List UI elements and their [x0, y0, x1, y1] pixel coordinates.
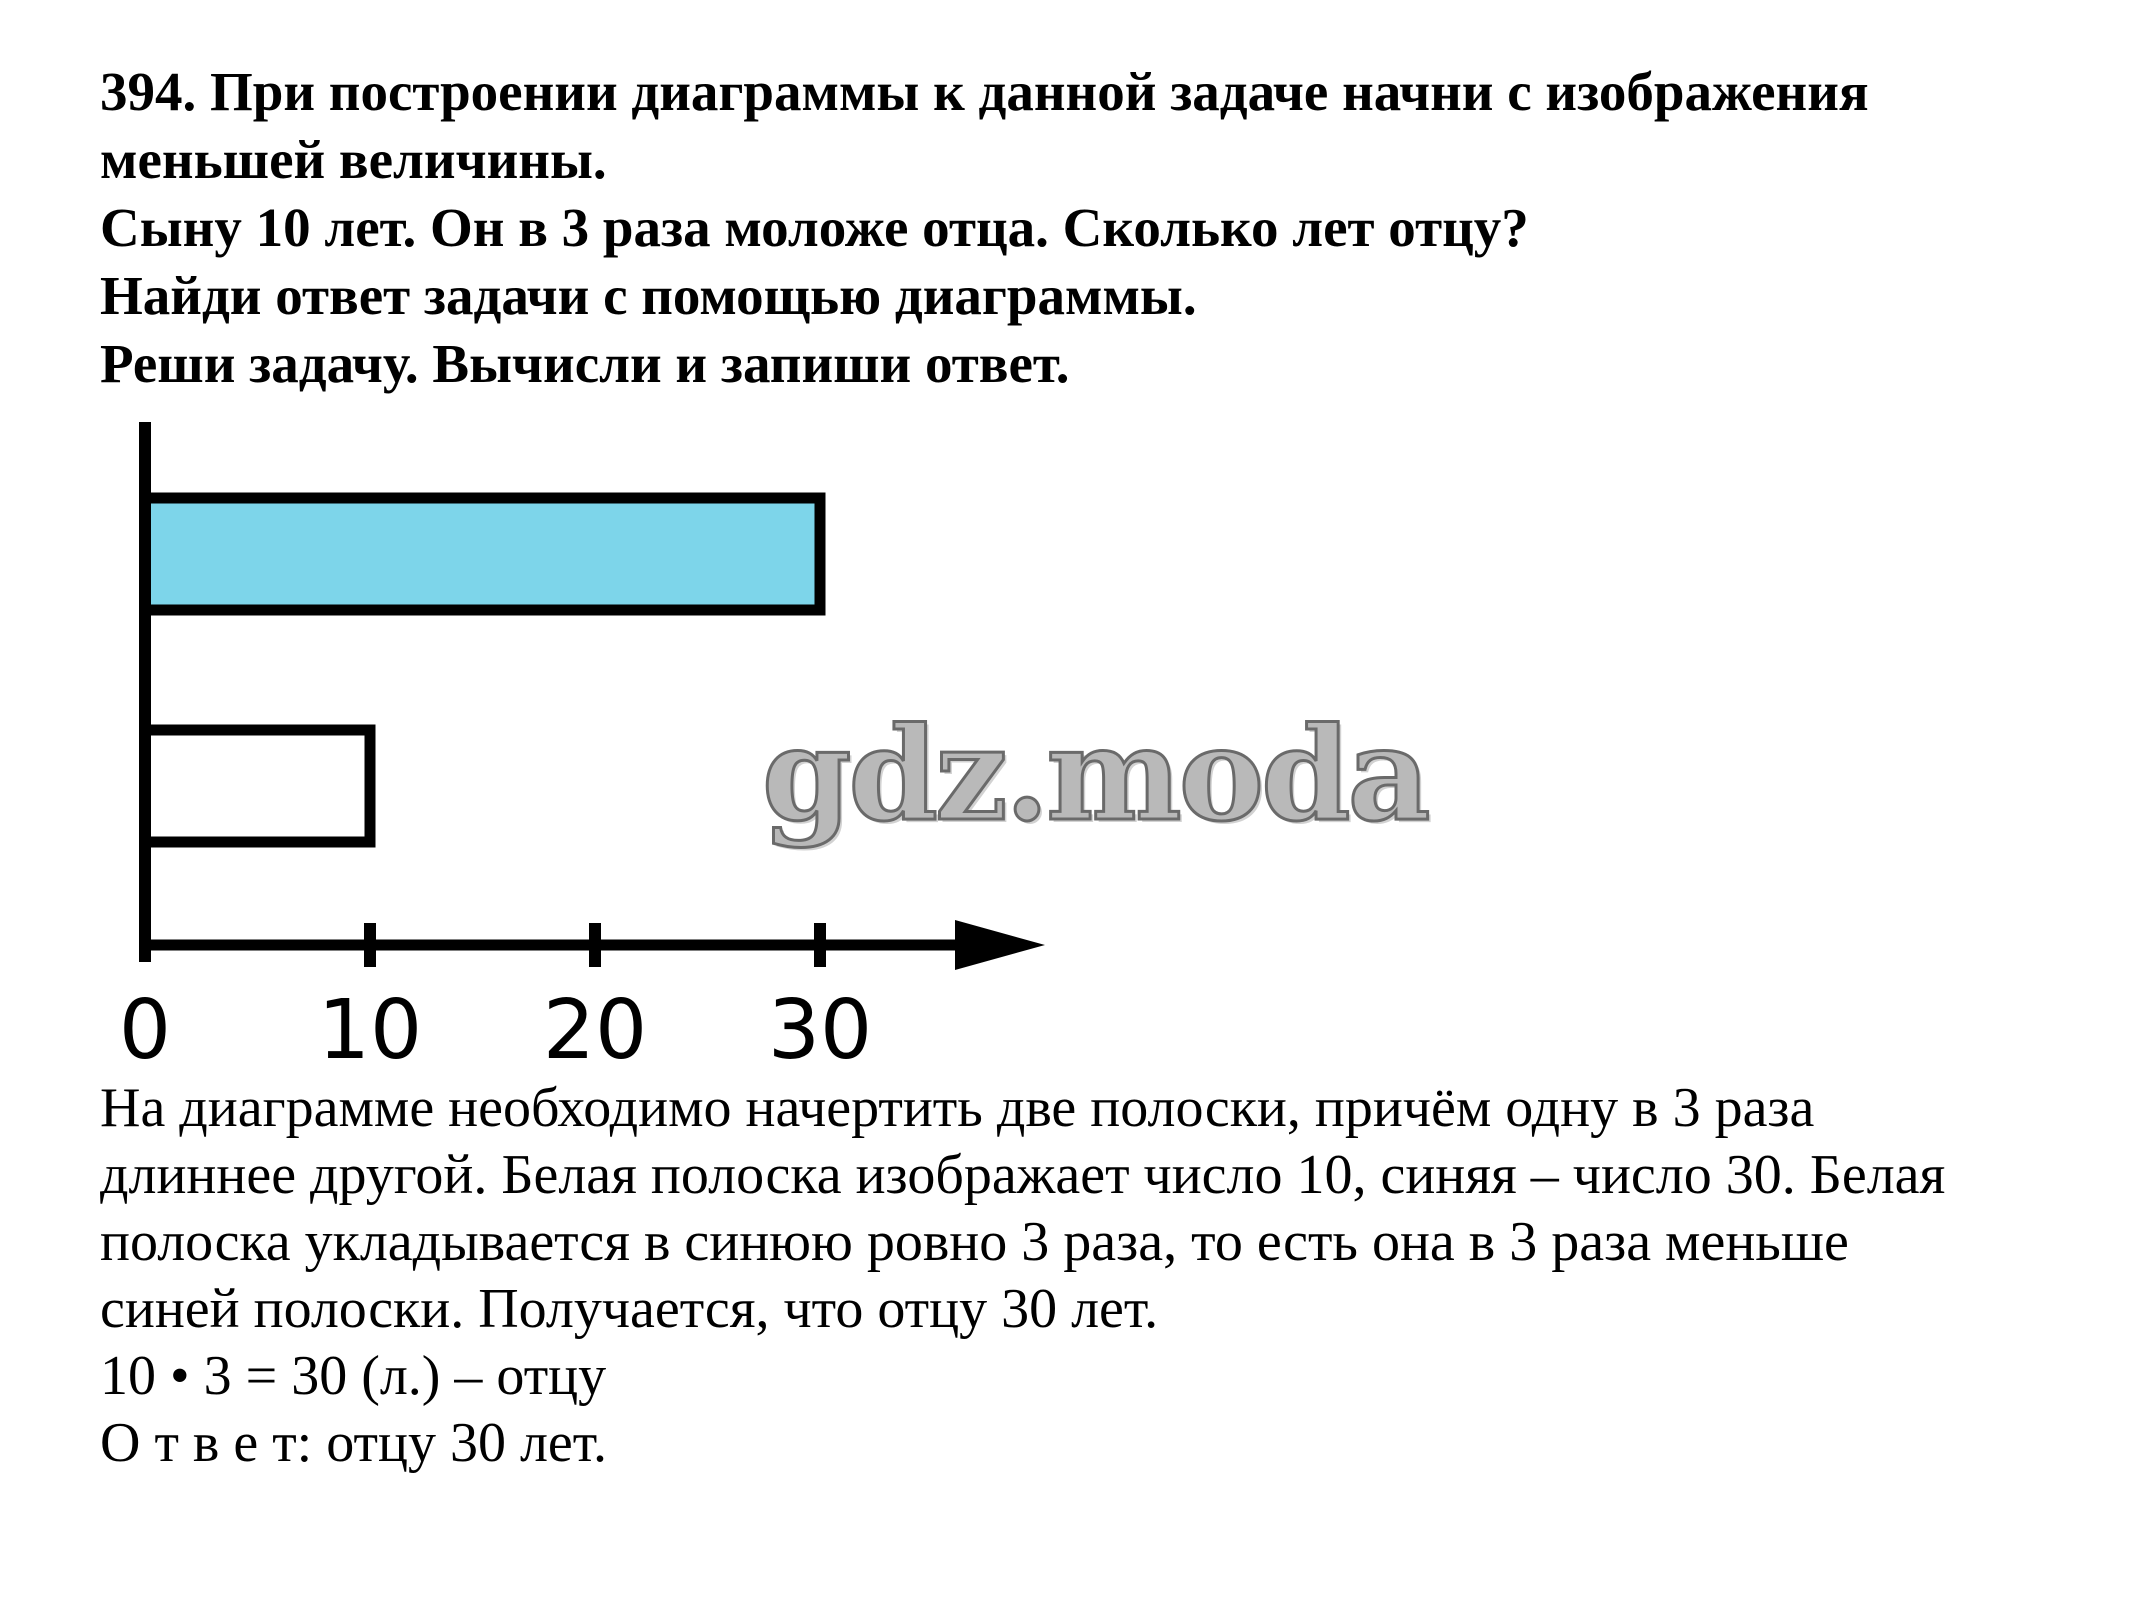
task-line: Реши задачу. Вычисли и запиши ответ. [100, 333, 1070, 394]
bar-0 [145, 498, 820, 610]
x-axis-arrow [955, 920, 1045, 970]
task-line: 394. При построении диаграммы к данной задаче начни с изображения [100, 61, 1869, 122]
x-tick-label: 30 [767, 983, 873, 1070]
solution-line: синей полоски. Получается, что отцу 30 лет. [100, 1278, 1159, 1340]
solution-line: длиннее другой. Белая полоска изображает число 10, синяя – число 30. Белая [100, 1144, 1946, 1206]
task-line: меньшей величины. [100, 129, 607, 190]
bar-1 [145, 730, 370, 842]
solution-text [100, 1075, 2100, 1477]
solution-line: На диаграмме необходимо начертить две полоски, причём одну в 3 раза [100, 1077, 1815, 1139]
task-line: Сыну 10 лет. Он в 3 раза моложе отца. Сколько лет отцу? [100, 197, 1529, 258]
solution-line: полоска укладывается в синюю ровно 3 раза, то есть она в 3 раза меньше [100, 1211, 1849, 1273]
task-statement [100, 58, 2080, 398]
watermark: gdz.moda [762, 700, 1428, 850]
x-tick-label: 0 [118, 983, 172, 1070]
solution-answer: О т в е т: отцу 30 лет. [100, 1412, 608, 1474]
task-line: Найди ответ задачи с помощью диаграммы. [100, 265, 1197, 326]
solution-calculation: 10 • 3 = 30 (л.) – отцу [100, 1345, 607, 1407]
x-tick-label: 10 [317, 983, 423, 1070]
x-tick-label: 20 [542, 983, 648, 1070]
